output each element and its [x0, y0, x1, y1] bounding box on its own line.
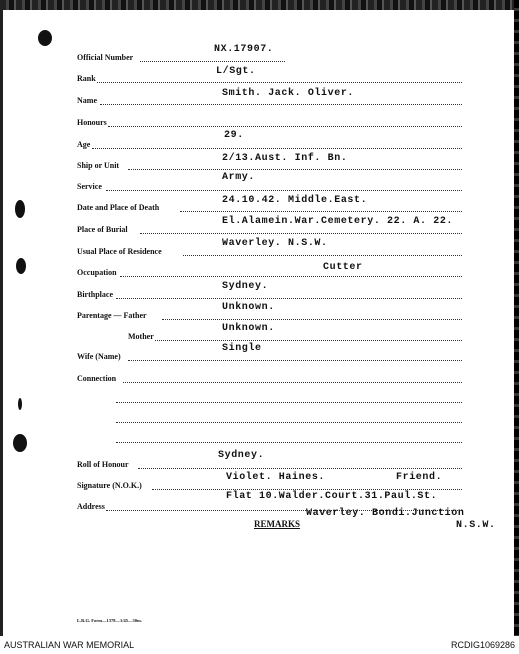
- footer-record-id: RCDIG1069286: [450, 640, 515, 650]
- connection-line-1: [123, 382, 462, 383]
- punch-hole-mid1: [15, 200, 25, 218]
- mother-label: Mother: [128, 332, 154, 341]
- punch-hole-bottom: [13, 434, 27, 452]
- birthplace-value: Sydney.: [222, 281, 269, 292]
- usual-residence-value: Waverley. N.S.W.: [222, 238, 328, 249]
- parentage-father-label: Parentage — Father: [77, 311, 147, 320]
- archive-footer: [0, 636, 519, 654]
- punch-hole-mid2: [16, 258, 26, 274]
- official-number-value: NX.17907.: [214, 44, 274, 55]
- connection-line-4: [116, 442, 462, 443]
- date-place-death-value: 24.10.42. Middle.East.: [222, 195, 368, 206]
- name-label: Name: [77, 96, 97, 105]
- signature-nok-value: Violet. Haines.: [226, 472, 326, 483]
- rank-line: [97, 82, 462, 83]
- honours-line: [108, 126, 462, 127]
- form-print-code: L.R.G. Form—1378—1/45—30m.: [77, 618, 142, 623]
- ship-or-unit-value: 2/13.Aust. Inf. Bn.: [222, 153, 348, 164]
- punch-hole-mid3: [18, 398, 22, 410]
- service-value: Army.: [222, 172, 256, 183]
- occupation-value: Cutter: [323, 262, 363, 273]
- rank-label: Rank: [77, 74, 96, 83]
- name-line: [100, 104, 462, 105]
- address-value-line2: Waverley. Bondi.Junction: [306, 508, 465, 519]
- punch-hole-top: [38, 30, 52, 46]
- address-label: Address: [77, 502, 105, 511]
- official-number-label: Official Number: [77, 53, 134, 62]
- scan-border-right: [514, 0, 519, 645]
- place-of-burial-value: El.Alamein.War.Cemetery. 22. A. 22.: [222, 216, 454, 227]
- occupation-line: [120, 276, 462, 277]
- occupation-label: Occupation: [77, 268, 117, 277]
- footer-source: AUSTRALIAN WAR MEMORIAL: [4, 640, 135, 650]
- age-value: 29.: [224, 130, 244, 141]
- date-place-death-label: Date and Place of Death: [77, 203, 160, 212]
- usual-residence-label: Usual Place of Residence: [77, 247, 162, 256]
- scan-border-top: [0, 0, 519, 10]
- ship-or-unit-label: Ship or Unit: [77, 161, 120, 170]
- signature-nok-relation: Friend.: [396, 472, 443, 483]
- rank-value: L/Sgt.: [216, 66, 256, 77]
- mother-line: [155, 340, 462, 341]
- roll-of-honour-line: [138, 468, 462, 469]
- service-line: [106, 190, 462, 191]
- age-label: Age: [77, 140, 91, 149]
- roll-of-honour-label: Roll of Honour: [77, 460, 129, 469]
- service-label: Service: [77, 182, 102, 191]
- connection-line-2: [116, 402, 462, 403]
- date-place-death-line: [180, 211, 462, 212]
- connection-label: Connection: [77, 374, 117, 383]
- birthplace-line: [116, 298, 462, 299]
- wife-line: [128, 360, 462, 361]
- address-value-line1: Flat 10.Walder.Court.31.Paul.St.: [226, 491, 438, 502]
- roll-of-honour-value: Sydney.: [218, 450, 265, 461]
- parentage-father-line: [162, 319, 462, 320]
- parentage-father-value: Unknown.: [222, 302, 275, 313]
- wife-value: Single: [222, 343, 262, 354]
- scan-border-left: [0, 0, 3, 645]
- usual-residence-line: [183, 255, 462, 256]
- name-value: Smith. Jack. Oliver.: [222, 88, 355, 99]
- connection-line-3: [116, 422, 462, 423]
- official-number-line: [140, 61, 285, 62]
- signature-nok-label: Signature (N.O.K.): [77, 481, 142, 490]
- birthplace-label: Birthplace: [77, 290, 113, 299]
- place-of-burial-label: Place of Burial: [77, 225, 128, 234]
- remarks-heading: REMARKS: [254, 519, 301, 529]
- mother-value: Unknown.: [222, 323, 275, 334]
- ship-or-unit-line: [128, 169, 462, 170]
- signature-nok-line: [152, 489, 462, 490]
- place-of-burial-line: [140, 233, 462, 234]
- address-value-line3: N.S.W.: [456, 520, 496, 531]
- wife-label: Wife (Name): [77, 352, 121, 361]
- age-line: [92, 148, 462, 149]
- honours-label: Honours: [77, 118, 107, 127]
